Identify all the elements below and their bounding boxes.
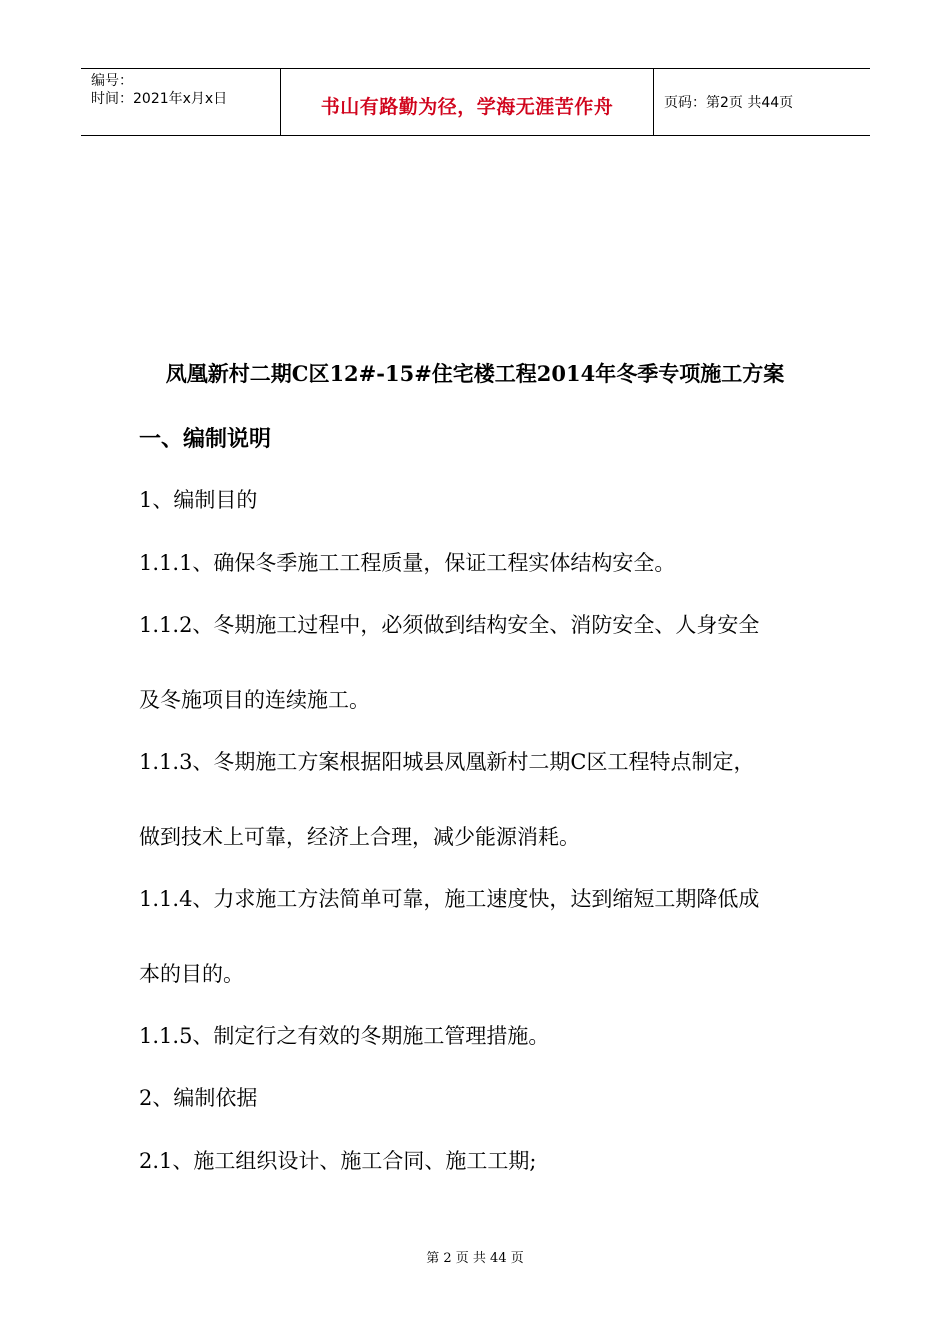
body-line: 1.1.3、冬期施工方案根据阳城县凤凰新村二期C区工程特点制定， <box>139 750 755 774</box>
footer-page-number: 第 2 页 共 44 页 <box>426 1251 524 1266</box>
document-time-label: 时间：2021年x月x日 <box>91 91 228 107</box>
body-line: 2、编制依据 <box>139 1086 258 1110</box>
document-number-label: 编号： <box>91 73 133 89</box>
body-line: 1.1.5、制定行之有效的冬期施工管理措施。 <box>139 1024 550 1048</box>
body-line: 1.1.2、冬期施工过程中，必须做到结构安全、消防安全、人身安全 <box>139 613 760 637</box>
body-line: 1、编制目的 <box>139 488 258 512</box>
header-page-cell <box>654 69 870 135</box>
section-heading: 一、编制说明 <box>139 426 272 452</box>
body-line: 本的目的。 <box>139 962 244 986</box>
body-line: 1.1.1、确保冬季施工工程质量，保证工程实体结构安全。 <box>139 551 676 575</box>
header-motto: 书山有路勤为径，学海无涯苦作舟 <box>320 95 614 118</box>
body-line: 1.1.4、力求施工方法简单可靠，施工速度快，达到缩短工期降低成 <box>139 887 760 911</box>
body-line: 做到技术上可靠，经济上合理，减少能源消耗。 <box>139 825 580 849</box>
header-motto-cell <box>281 69 654 135</box>
header-page-info: 页码：第2页 共44页 <box>664 95 794 111</box>
body-line: 2.1、施工组织设计、施工合同、施工工期; <box>139 1149 537 1173</box>
body-line: 及冬施项目的连续施工。 <box>139 688 370 712</box>
document-title: 凤凰新村二期C区12#-15#住宅楼工程2014年冬季专项施工方案 <box>165 361 785 386</box>
header-table <box>81 68 870 136</box>
header-meta-cell <box>81 69 281 135</box>
